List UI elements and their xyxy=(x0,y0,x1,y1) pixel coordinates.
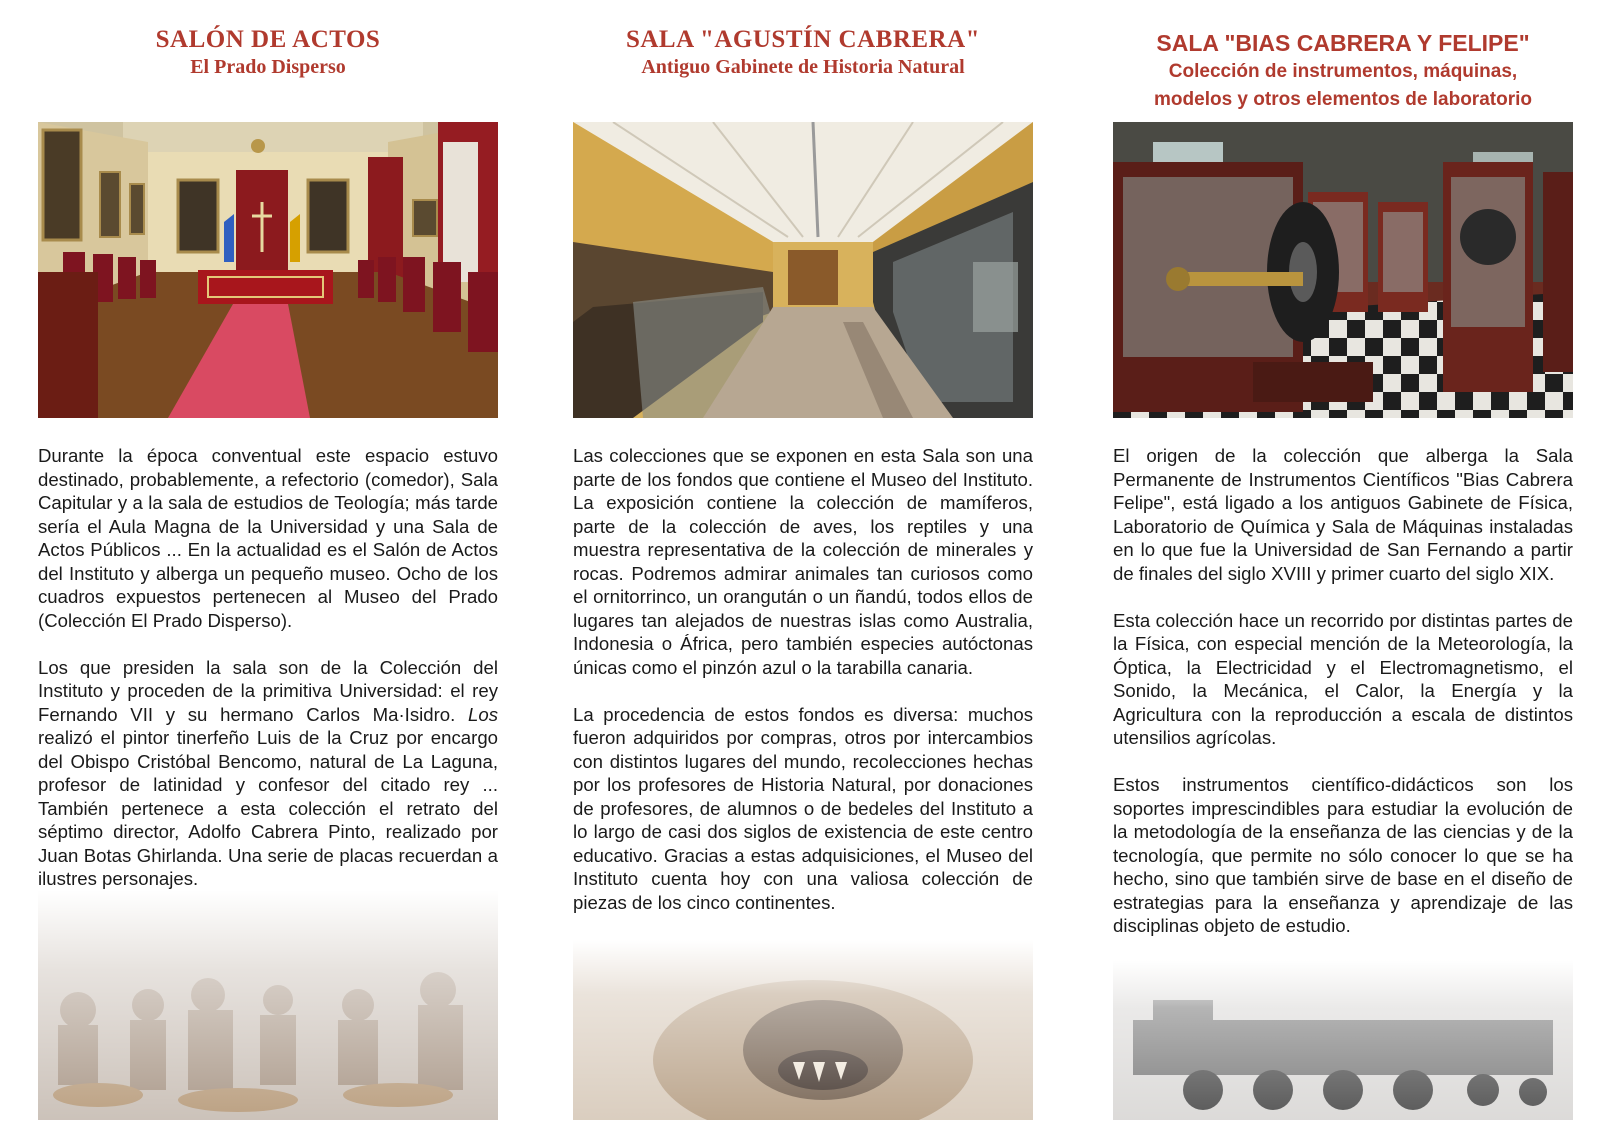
paragraph-emphasis: Los xyxy=(468,703,498,725)
paragraph: Durante la época conventual este espacio estuvo destinado, probablemente, a refectorio (comedor), Sala Capitular y a la sala de estudios de Teología; más tarde sería el Aula Magna de la Universidad y una Sala de Actos Públicos ... En la actualidad es el Salón de Actos del Instituto y alberga un pequeño museo. Ocho de los cuadros expuestos pertenecen al Museo del Prado (Colección El Prado Disperso). xyxy=(38,445,498,631)
paragraph: Estos instrumentos científico-didácticos son los soportes imprescindibles para estudiar la evolución de la metodología de la enseñanza de las ciencias y de la tecnología, que permite no sólo conocer lo que se ha hecho, sino que también sirve de base en el diseño de estrategias para la enseñanza y aprendizaje de las disciplinas objeto de estudio. xyxy=(1113,774,1573,936)
section-subtitle-line: modelos y otros elementos de laboratorio xyxy=(1154,89,1532,110)
section-body xyxy=(38,444,498,914)
section-title: SALÓN DE ACTOS xyxy=(155,26,381,53)
decorative-animal-fade xyxy=(573,940,1033,1120)
paragraph: Las colecciones que se exponen en esta Sala son una parte de los fondos que contiene el Museo del Instituto. La exposición contiene la colección de mamíferos, parte de la colección de aves, los reptiles y una muestra representativa de la colección de minerales y rocas. Podremos admirar animales tan curiosos como el ornitorrinco, un orangután o un ñandú, todos ellos de lugares tan alejados de nuestras islas como Australia, Indonesia o África, pero también especies autóctonas únicas como el pinzón azul o la tarabilla canaria. xyxy=(573,445,1033,678)
column-header xyxy=(1113,0,1573,120)
column-salon-de-actos xyxy=(38,0,498,1134)
section-subtitle: Antiguo Gabinete de Historia Natural xyxy=(641,56,965,78)
paragraph-part: realizó el pintor tinerfeño Luis de la Cruz por encargo del Obispo Cristóbal Bencomo, natural de La Laguna, profesor de latinidad y confesor del citado rey ... También pertenece a esta colección el retrato del séptimo director, Adolfo Cabrera Pinto, realizado por Juan Botas Ghirlanda. Una serie de placas recuerdan a ilustres personajes. xyxy=(38,727,498,889)
column-sala-bias-cabrera xyxy=(1113,0,1573,1134)
section-subtitle: El Prado Disperso xyxy=(190,56,346,78)
section-body xyxy=(1113,444,1573,961)
section-subtitle-line: Colección de instrumentos, máquinas, xyxy=(1168,61,1518,82)
sala-bias-cabrera-photo xyxy=(1113,122,1573,418)
paragraph xyxy=(38,656,498,891)
paragraph: El origen de la colección que alberga la Sala Permanente de Instrumentos Científicos "Bias Cabrera Felipe", está ligado a los antiguos Gabinete de Física, Laboratorio de Química y Sala de Máquinas instaladas en lo que fue la Universidad de San Fernando a partir de finales del siglo XVIII y primer cuarto del siglo XIX. xyxy=(1113,445,1573,584)
salon-de-actos-photo xyxy=(38,122,498,418)
column-sala-agustin-cabrera xyxy=(573,0,1033,1134)
column-header xyxy=(38,0,498,120)
column-header xyxy=(573,0,1033,120)
sala-agustin-cabrera-photo xyxy=(573,122,1033,418)
paragraph: Esta colección hace un recorrido por distintas partes de la Física, con especial mención de la Meteorología, la Óptica, la Electricidad y el Electromagnetismo, el Sonido, la Mecánica, el Calor, la Energía y la Agricultura con la reproducción a escala de distintos utensilios agrícolas. xyxy=(1113,609,1573,748)
decorative-painting-fade xyxy=(38,890,498,1120)
paragraph-part: Los que presiden la sala son de la Colección del Instituto y proceden de la primitiva Universidad: el rey Fernando VII y su hermano Carlos Ma·Isidro. xyxy=(38,656,498,725)
section-body xyxy=(573,444,1033,938)
decorative-locomotive-fade xyxy=(1113,960,1573,1120)
paragraph: La procedencia de estos fondos es diversa: muchos fueron adquiridos por compras, otros por intercambios con distintos lugares del mundo, recolecciones hechas por los profesores de Historia Natural, por donaciones de profesores, de alumnos o de bedeles del Instituto a lo largo de casi dos siglos de existencia de este centro educativo. Gracias a estas adquisiciones, el Museo del Instituto cuenta hoy con una valiosa colección de piezas de los cinco continentes. xyxy=(573,703,1033,913)
section-title: SALA "BIAS CABRERA Y FELIPE" xyxy=(1156,30,1530,56)
section-title: SALA "AGUSTÍN CABRERA" xyxy=(625,26,981,53)
